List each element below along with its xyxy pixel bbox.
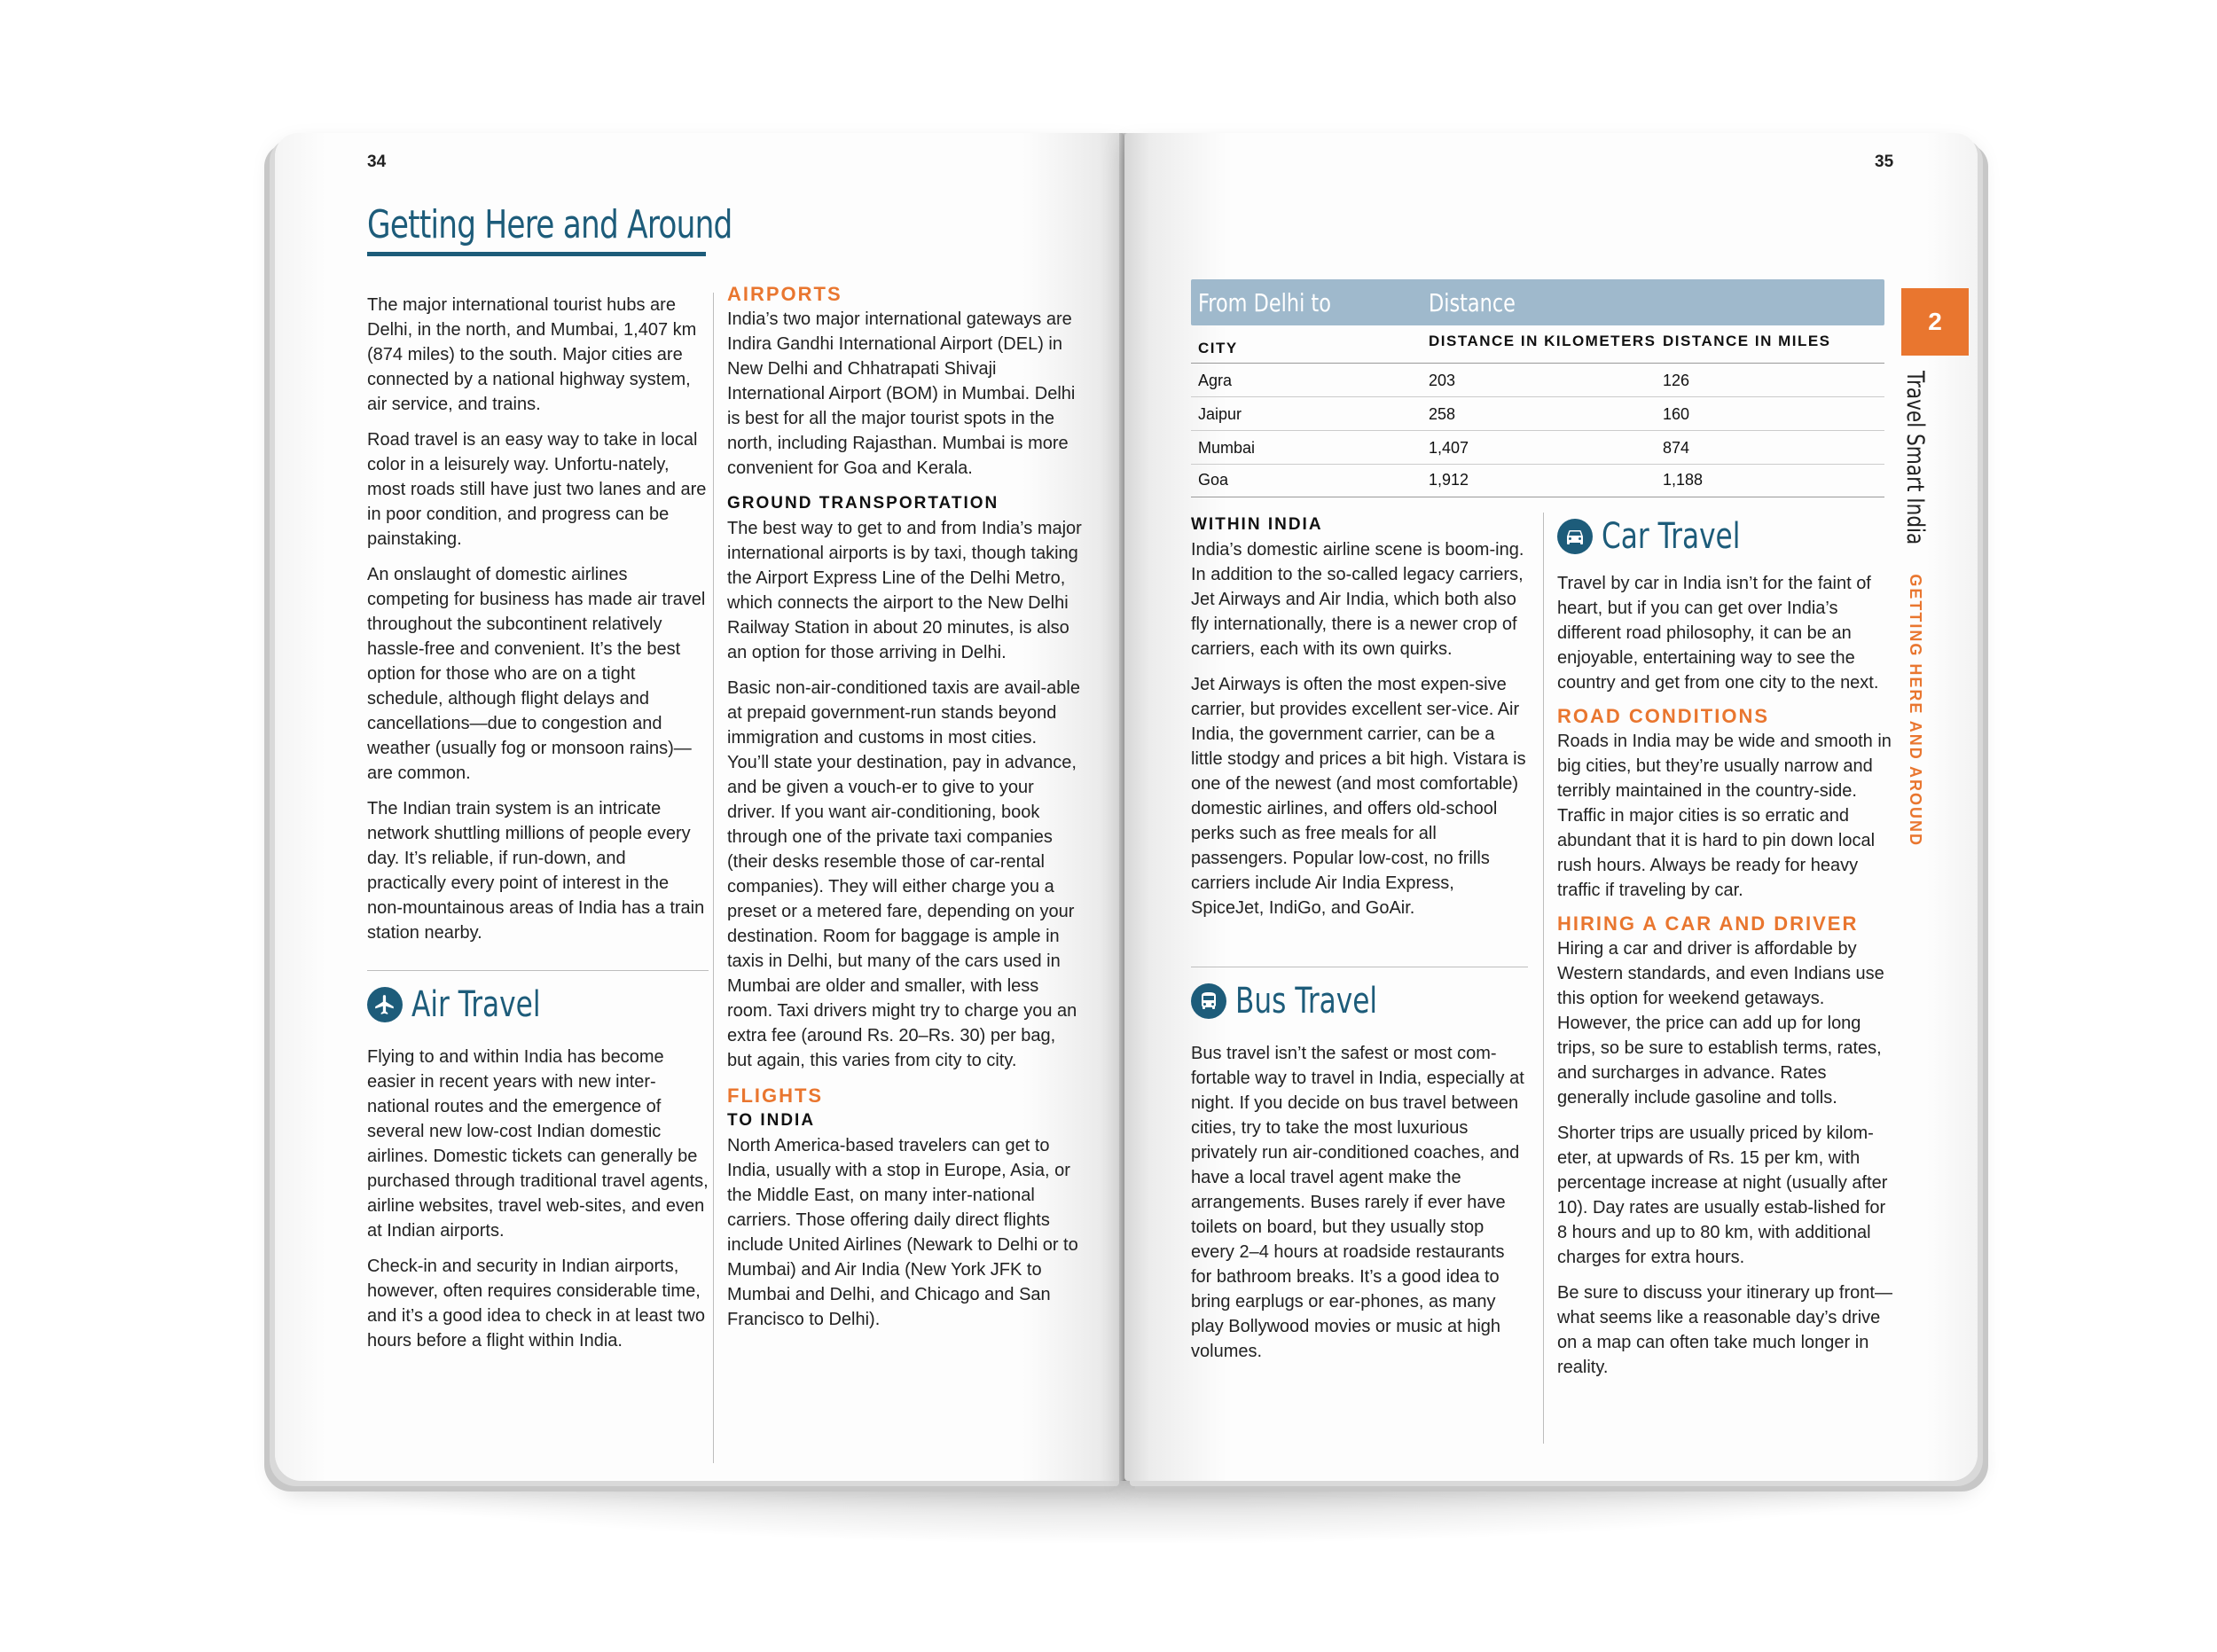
- page-number-left: 34: [367, 153, 387, 171]
- air-travel-paragraph: Flying to and within India has become easier in recent years with new inter-national routes and the emergence of several new low-cost Indian domestic airlines. Domestic tickets can generally be purchased through traditional travel agents, airline websites, travel web-sites, and even at Indian airports.: [367, 1047, 709, 1241]
- chapter-tab: 2: [1901, 288, 1969, 356]
- table-header-from: From Delhi to: [1198, 288, 1331, 317]
- intro-paragraph: Road travel is an easy way to take in local color in a leisurely way. Unfortu-nately, most roads still have just two lanes and are in poor condition, and progress can be painstaking.: [367, 430, 707, 549]
- flights-heading: FLIGHTS: [727, 1084, 824, 1107]
- bus-icon: [1191, 983, 1226, 1019]
- car-travel-text: Travel by car in India isn’t for the faint of heart, but if you can get over India’s different road philosophy, it can be an enjoyable, entertaining way to see the country and get from one city to the next.: [1557, 574, 1879, 693]
- table-header-distance: Distance: [1429, 288, 1516, 317]
- column-header-miles: DISTANCE IN MILES: [1663, 333, 1831, 349]
- column-header-km: DISTANCE IN KILOMETERS: [1429, 333, 1657, 349]
- table-cell: Mumbai: [1198, 439, 1256, 457]
- airplane-icon: [367, 987, 403, 1022]
- table-rule: [1191, 363, 1884, 364]
- title-underline: [367, 252, 706, 256]
- intro-text: [367, 293, 709, 956]
- within-india-paragraph: India’s domestic airline scene is boom-ing. In addition to the so-called legacy carriers, Jet Airways and Air India, which both also fly internationally, there is a newer crop of carriers, each with its own quirks.: [1191, 540, 1524, 659]
- table-cell: Goa: [1198, 471, 1229, 489]
- within-india-heading: WITHIN INDIA: [1191, 515, 1323, 534]
- hiring-paragraph: Shorter trips are usually priced by kilom-eter, at upwards of Rs. 15 per km, with percentage increase at night (usually after 10). Day rates are usually estab-lished for 8 hours and up to 80 km, with additional charges for extra hours.: [1557, 1124, 1888, 1267]
- hiring-paragraph: Hiring a car and driver is affordable by Western standards, and even Indians use this option for weekend getaways. However, the price can add up for long trips, so be sure to establish terms, rates, and surcharges in advance. Rates generally include gasoline and tolls.: [1557, 939, 1884, 1108]
- hiring-paragraph: Be sure to discuss your itinerary up front—what seems like a reasonable day’s drive on a map can often take much longer in reality.: [1557, 1283, 1892, 1377]
- road-conditions-text: Roads in India may be wide and smooth in big cities, but they’re usually narrow and terribly maintained in the country-side. Traffic in major cities is so erratic and abundant that it is hard to pin down local rush hours. Always be ready for heavy traffic if traveling by car.: [1557, 732, 1892, 900]
- within-india-section: [1191, 513, 1528, 931]
- page-number-right: 35: [1875, 153, 1894, 171]
- car-travel-title: Car Travel: [1602, 516, 1741, 557]
- running-subtitle: GETTING HERE AND AROUND: [1907, 574, 1924, 848]
- table-cell: 258: [1429, 405, 1456, 423]
- ground-paragraph: Basic non-air-conditioned taxis are avail-able at prepaid government-run stands beyond immigration and customs in most cities. You’ll state your destination, pay in advance, and be given a vouch-er to give to your driver. If you want air-conditioning, book through one of the private taxi companies (their desks resemble those of car-rental companies). They will either charge you a preset or a metered fare, depending on your destination. Room for baggage is ample in taxis in Delhi, but many of the cars used in Mumbai are older and smaller, with less room. Taxi drivers might try to charge you an extra fee (around Rs. 20–Rs. 30) per bag, but again, this varies from city to city.: [727, 678, 1080, 1070]
- table-cell: 874: [1663, 439, 1690, 457]
- car-icon: [1557, 519, 1593, 554]
- table-rule: [1191, 430, 1884, 431]
- bus-travel-text: Bus travel isn’t the safest or most com-fortable way to travel in India, especially at night. If you decide on bus travel between cities, try to take the most luxurious privately run air-conditioned coaches, and have a local travel agent make the arrangements. Buses rarely if ever have toilets on board, but they usually stop every 2–4 hours at roadside restaurants for bathroom breaks. It’s a good idea to bring earplugs or ear-phones, as many play Bollywood movies or music at high volumes.: [1191, 1044, 1524, 1361]
- intro-paragraph: An onslaught of domestic airlines competing for business has made air travel throughout the subcontinent relatively hassle-free and convenient. It’s the best option for those who are on a tight schedule, although flight delays and cancellations—due to congestion and weather (usually fog or monsoon rains)—are common.: [367, 565, 706, 783]
- table-rule: [1191, 396, 1884, 397]
- column-divider: [1543, 513, 1544, 1444]
- airports-heading: AIRPORTS: [727, 283, 842, 305]
- air-travel-paragraph: Check-in and security in Indian airports, however, often requires considerable time, and it’s a good idea to check in at least two hours before a flight within India.: [367, 1257, 705, 1351]
- right-page: [1124, 133, 1978, 1481]
- bus-travel-title: Bus Travel: [1235, 981, 1378, 1022]
- flights-text: North America-based travelers can get to India, usually with a stop in Europe, Asia, or the Middle East, on many inter-national carriers. Those offering daily direct flights include United Airlines (Newark to Delhi or to Mumbai) and Air India (New York JFK to Mumbai and Delhi, and Chicago and San Francisco to Delhi).: [727, 1136, 1078, 1329]
- table-header-band: [1191, 279, 1884, 325]
- intro-paragraph: The Indian train system is an intricate network shuttling millions of people every day. It’s reliable, if run-down, and practically every point of interest in the non-mountainous areas of India has a train station nearby.: [367, 799, 705, 943]
- section-divider: [367, 970, 709, 971]
- running-header: [1901, 371, 1955, 920]
- bus-travel-heading: [1191, 981, 1417, 1022]
- hiring-heading: HIRING A CAR AND DRIVER: [1557, 912, 1859, 935]
- distance-table: [1191, 279, 1884, 501]
- hiring-text: [1557, 936, 1896, 1380]
- column-header-city: CITY: [1198, 340, 1238, 356]
- airports-section: [727, 282, 1082, 1332]
- car-travel-column: [1557, 571, 1896, 1390]
- air-travel-text: [367, 1045, 709, 1364]
- to-india-subheading: TO INDIA: [727, 1111, 816, 1130]
- running-title: Travel Smart India: [1901, 371, 1929, 545]
- table-cell: 1,407: [1429, 439, 1469, 457]
- air-travel-title: Air Travel: [411, 984, 541, 1025]
- ground-paragraph: The best way to get to and from India’s major international airports is by taxi, though taking the Airport Express Line of the Delhi Metro, which connects the airport to the New Delhi Railway Station in about 20 minutes, is also an option for those arriving in Delhi.: [727, 519, 1082, 662]
- intro-paragraph: The major international tourist hubs are Delhi, in the north, and Mumbai, 1,407 km (874 miles) to the south. Major cities are connected by a national highway system, air service, and trains.: [367, 295, 697, 414]
- column-divider: [713, 293, 714, 1463]
- air-travel-heading: [367, 984, 577, 1025]
- ground-transportation-heading: GROUND TRANSPORTATION: [727, 494, 999, 513]
- within-india-paragraph: Jet Airways is often the most expen-sive carrier, but provides excellent ser-vice. Air India, the government carrier, can be a little stodgy and prices a bit high. Vistara is one of the newest (and most comfortable) domestic airlines, and offers old-school perks such as free meals for all passengers. Popular low-cost, no frills carriers include Air India Express, SpiceJet, IndiGo, and GoAir.: [1191, 675, 1526, 918]
- table-cell: 203: [1429, 372, 1456, 389]
- ground-transportation-text: [727, 516, 1082, 1073]
- table-cell: Agra: [1198, 372, 1233, 389]
- table-rule: [1191, 464, 1884, 465]
- left-page: [275, 133, 1124, 1481]
- page-title: Getting Here and Around: [367, 202, 732, 247]
- table-cell: 160: [1663, 405, 1690, 423]
- within-india-text: [1191, 537, 1528, 920]
- table-cell: 1,188: [1663, 471, 1704, 489]
- table-cell: 126: [1663, 372, 1690, 389]
- road-conditions-heading: ROAD CONDITIONS: [1557, 705, 1769, 727]
- car-travel-heading: [1557, 516, 1780, 557]
- airports-text: India’s two major international gateways are Indira Gandhi International Airport (DEL) in New Delhi and Chhatrapati Shivaji International Airport (BOM) in Mumbai. Delhi is best for all the major tourist spots in the north, including Rajasthan. Mumbai is more convenient for Goa and Kerala.: [727, 309, 1076, 478]
- table-cell: Jaipur: [1198, 405, 1242, 423]
- table-cell: 1,912: [1429, 471, 1469, 489]
